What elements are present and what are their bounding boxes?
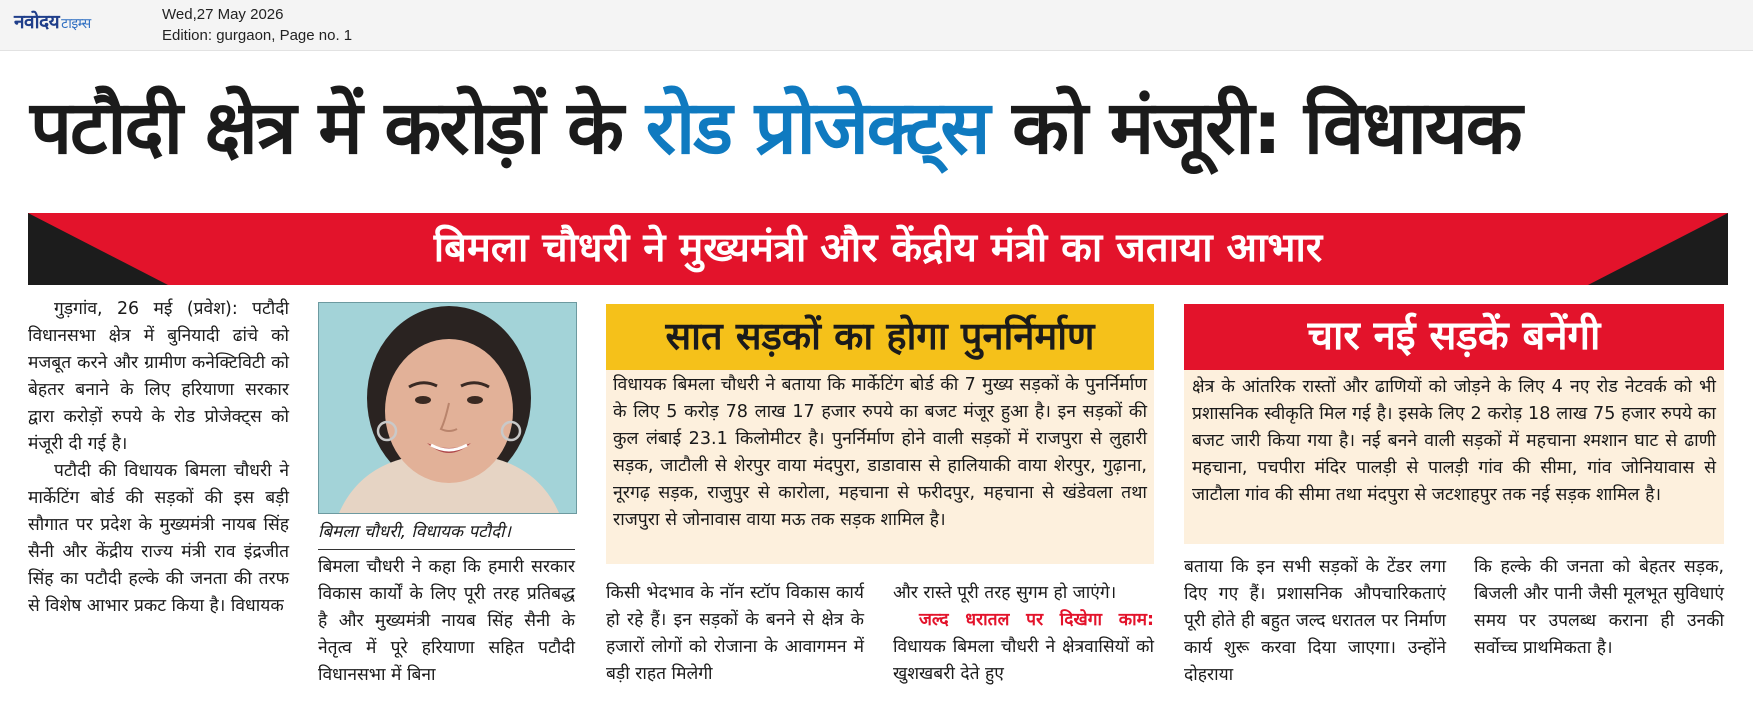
article-column-3 [606, 580, 864, 688]
headline-highlight: रोड प्रोजेक्ट्स [645, 85, 989, 171]
box-four-new-roads-title: चार नई सड़कें बनेंगी [1307, 313, 1601, 359]
article-column-2 [318, 554, 575, 689]
box-seven-roads-header [606, 304, 1154, 370]
logo-main: नवोदय [14, 11, 60, 33]
headline-part1: पटौदी क्षेत्र में करोड़ों के [30, 85, 646, 171]
article-paragraph: बताया कि इन सभी सड़कों के टेंडर लगा दिए गए हैं। प्रशासनिक औपचारिकताएं पूरी होते ही बहुत जल्द धरातल पर निर्माण कार्य शुरू करवा दिया जाएगा। उन्होंने दोहराया [1184, 557, 1446, 685]
photo-caption: बिमला चौधरी, विधायक पटौदी। [318, 522, 511, 542]
article-text: विधायक बिमला चौधरी ने क्षेत्रवासियों को खुशखबरी देते हुए [893, 637, 1154, 684]
article-paragraph: पटौदी की विधायक बिमला चौधरी ने मार्केटिंग बोर्ड की सड़कों की इस बड़ी सौगात पर प्रदेश के मुख्यमंत्री नायब सिंह सैनी और केंद्रीय राज्य मंत्री राव इंद्रजीत सिंह का पटौदी हल्के की जनता की तरफ से विशेष आभार प्रकट किया है। विधायक [28, 461, 289, 616]
portrait-photo [318, 302, 577, 514]
edition-date: Wed,27 May 2026 [162, 6, 284, 23]
article-paragraph: और रास्ते पूरी तरह सुगम हो जाएंगे। [893, 583, 1117, 603]
article-paragraph: कि हल्के की जनता को बेहतर सड़क, बिजली और पानी जैसी मूलभूत सुविधाएं समय पर उपलब्ध कराना ही उनकी सर्वोच्च प्राथमिकता है। [1474, 557, 1724, 658]
box-four-new-roads [1184, 304, 1724, 544]
article-column-6 [1474, 554, 1724, 662]
headline-part2: को मंजूरी: विधायक [988, 85, 1521, 171]
box-four-new-roads-header [1184, 304, 1724, 370]
article-paragraph: किसी भेदभाव के नॉन स्टॉप विकास कार्य हो रहे हैं। इन सड़कों के बनने से क्षेत्र के हजारों लोगों को रोजाना के आवागमन में बड़ी राहत मिलेगी [606, 583, 864, 684]
article-column-1 [28, 296, 289, 620]
article-column-5 [1184, 554, 1446, 689]
subheadline: बिमला चौधरी ने मुख्यमंत्री और केंद्रीय मंत्री का जताया आभार [433, 225, 1323, 271]
headline [30, 78, 1730, 178]
article-paragraph: बिमला चौधरी ने कहा कि हमारी सरकार विकास कार्यों के लिए पूरी तरह प्रतिबद्ध है और मुख्यमंत्री नायब सिंह सैनी के नेतृत्व में पूरे हरियाणा सहित पटौदी विधानसभा में बिना [318, 557, 575, 685]
box-seven-roads-body: विधायक बिमला चौधरी ने बताया कि मार्केटिंग बोर्ड की 7 मुख्य सड़कों के पुनर्निर्माण के लिए 5 करोड़ 78 लाख 17 हजार रुपये का बजट मंजूर हुआ है। इन सड़कों की कुल लंबाई 23.1 किलोमीटर है। पुनर्निर्माण होने वाली सड़कों में राजपुरा से लुहारी सड़क, जाटौली से शेरपुर वाया मंदपुरा, डाडावास से हालियाकी वाया शेरपुर, गुढ़ाना, नूरगढ़ सड़क, राजुपुर से कारोला, महचाना से फरीदपुर, महचाना से खंडेवला तथा राजपुरा से जोनावास वाया मऊ तक सड़क शामिल है। [613, 375, 1147, 530]
article-paragraph [893, 607, 1154, 688]
article-paragraph: गुड़गांव, 26 मई (प्रवेश): पटौदी विधानसभा क्षेत्र में बुनियादी ढांचे को मजबूत करने और ग्रामीण कनेक्टिविटी को बेहतर बनाने के लिए हरियाणा सरकार द्वारा करोड़ों रुपये के रोड प्रोजेक्ट्स को मंजूरी दी गई है। [28, 299, 289, 454]
edition-info: Edition: gurgaon, Page no. 1 [162, 27, 353, 44]
caption-divider [318, 549, 575, 550]
article-subheading: जल्द धरातल पर दिखेगा काम: [919, 610, 1154, 630]
box-four-new-roads-body: क्षेत्र के आंतरिक रास्तों और ढाणियों को जोड़ने के लिए 4 नए रोड नेटवर्क को भी प्रशासनिक स्वीकृति मिल गई है। इसके लिए 2 करोड़ 18 लाख 75 हजार रुपये का बजट जारी किया गया है। नई बनने वाली सड़कों में महचाना श्मशान घाट से ढाणी महचाना, पचपीरा मंदिर पालड़ी से पालड़ी गांव की सीमा, गांव जोनियावास से जाटौला गांव की सीमा तथा मंदपुरा से जटशाहपुर तक नई सड़क शामिल है। [1192, 377, 1716, 505]
box-seven-roads-title: सात सड़कों का होगा पुनर्निर्माण [665, 314, 1095, 358]
top-bar [0, 0, 1753, 51]
edition-meta [162, 4, 352, 46]
logo-sub: टाइम्स [61, 16, 91, 32]
article-column-4 [893, 580, 1154, 688]
box-seven-roads [606, 304, 1154, 564]
newspaper-logo[interactable] [14, 8, 91, 34]
subheadline-banner [28, 213, 1728, 285]
portrait-photo-icon [319, 303, 576, 513]
